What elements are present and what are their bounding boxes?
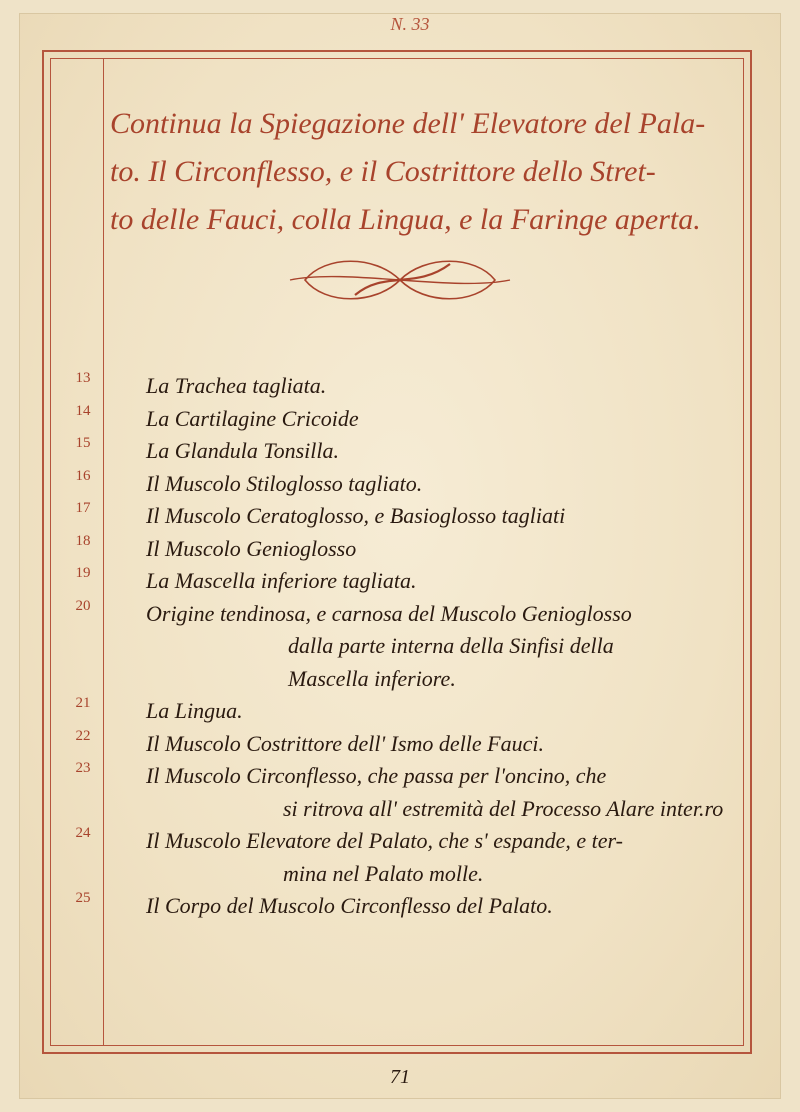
entry-text: Origine tendinosa, e carnosa del Muscolo Genioglosso (146, 600, 632, 626)
legend-entry (58, 760, 748, 825)
title-line: to delle Fauci, colla Lingua, e la Faringe aperta. (110, 203, 701, 236)
calligraphic-flourish (285, 250, 515, 310)
entry-number: 25 (75, 890, 91, 906)
legend-entry (58, 468, 748, 501)
entry-number: 23 (75, 760, 91, 776)
entry-text: La Trachea tagliata. (146, 373, 327, 398)
title-line: Continua la Spiegazione dell' Elevatore del Pala- (110, 107, 706, 140)
legend-entry (58, 890, 748, 923)
legend-entry (58, 825, 748, 890)
legend-list (58, 370, 748, 923)
legend-entry (58, 728, 748, 761)
entry-number: 24 (75, 825, 91, 841)
entry-continuation: dalla parte interna della Sinfisi della (288, 633, 614, 658)
entry-text: La Glandula Tonsilla. (146, 438, 339, 463)
entry-text: La Cartilagine Cricoide (146, 405, 359, 431)
entry-number: 18 (75, 532, 91, 549)
entry-text: Il Muscolo Ceratoglosso, e Basioglosso tagliati (146, 503, 566, 528)
entry-number: 15 (75, 435, 91, 451)
page-title (110, 100, 740, 244)
legend-entry (58, 565, 748, 598)
entry-number: 20 (75, 597, 91, 614)
entry-text: La Lingua. (146, 698, 243, 723)
legend-entry (58, 435, 748, 468)
entry-continuation: Mascella inferiore. (288, 665, 456, 691)
entry-text: Il Muscolo Elevatore del Palato, che s' espande, e ter- (146, 828, 623, 853)
entry-number: 22 (75, 727, 91, 744)
entry-text: Il Muscolo Circonflesso, che passa per l'oncino, che (146, 763, 607, 788)
entry-number: 17 (75, 500, 91, 516)
entry-text: La Mascella inferiore tagliata. (146, 568, 417, 593)
entry-text: Il Muscolo Genioglosso (146, 535, 357, 561)
entry-continuation: mina nel Palato molle. (283, 860, 484, 886)
legend-entry (58, 370, 748, 403)
entry-number: 14 (75, 402, 91, 419)
legend-entry (58, 598, 748, 696)
legend-entry (58, 403, 748, 436)
title-line: to. Il Circonflesso, e il Costrittore dello Stret- (110, 155, 656, 188)
entry-text: Il Corpo del Muscolo Circonflesso del Palato. (146, 893, 553, 918)
plate-number: N. 33 (390, 14, 430, 34)
entry-number: 16 (75, 467, 91, 484)
legend-entry (58, 500, 748, 533)
legend-entry (58, 533, 748, 566)
entry-number: 21 (75, 695, 91, 711)
entry-text: Il Muscolo Stiloglosso tagliato. (146, 470, 423, 496)
entry-continuation: si ritrova all' estremità del Processo Alare inter.ro (283, 795, 724, 821)
entry-number: 19 (75, 565, 91, 581)
legend-entry (58, 695, 748, 728)
entry-number: 13 (75, 370, 91, 386)
entry-text: Il Muscolo Costrittore dell' Ismo delle Fauci. (146, 730, 544, 756)
page-number: 71 (390, 1066, 410, 1088)
